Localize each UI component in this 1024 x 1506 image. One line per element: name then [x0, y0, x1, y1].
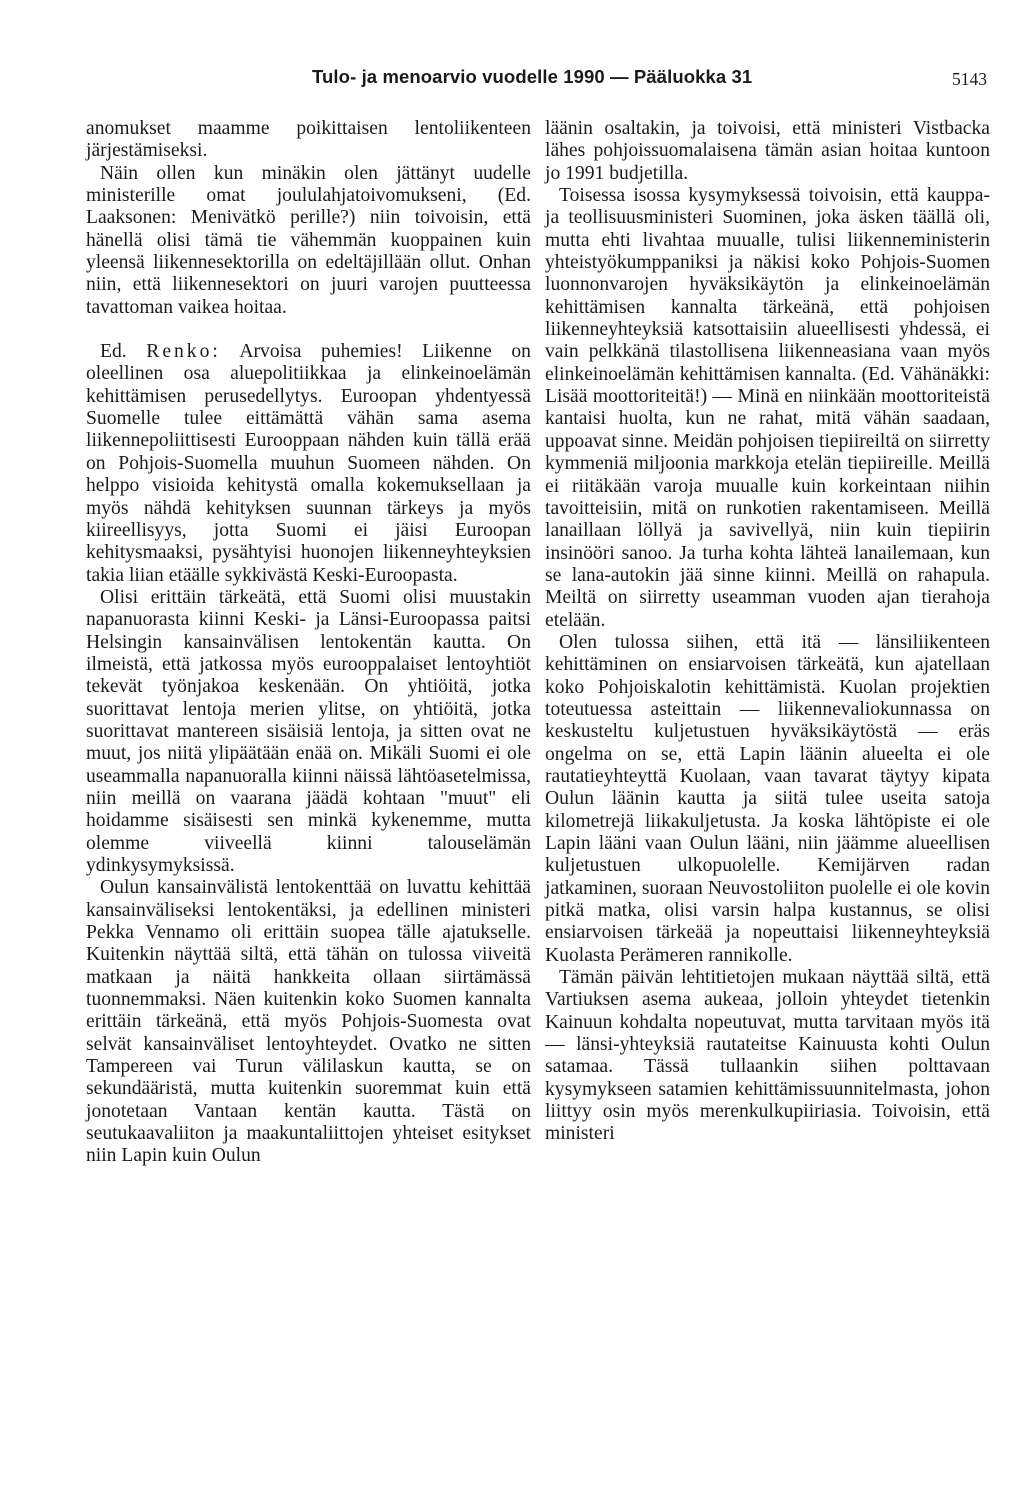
- paragraph: anomukset maamme poikittaisen lentoliikenteen järjestämiseksi.: [86, 118, 531, 162]
- paragraph: Näin ollen kun minäkin olen jättänyt uudelle ministerille omat joululahjatoivomukseni, (Ed. Laaksonen: Menivätkö perille?) niin toivoisin, että hänellä olisi tämä tie vähemmän kuoppainen kuin yleensä liikennesektorilla on edeltäjillään ollut. Onhan niin, että liikennesektori on juuri varojen puutteessa tavattoman vaikea hoitaa.: [86, 162, 531, 318]
- paragraph: Olisi erittäin tärkeätä, että Suomi olisi muustakin napanuorasta kiinni Keski- ja Länsi-Euroopassa paitsi Helsingin kansainvälisen lentokentän kautta. On ilmeistä, että jatkossa myös eurooppalaiset lentoyhtiöt tekevät työnjakoa keskenään. On yhtiöitä, jotka suorittavat lentoja merien ylitse, on yhtiöitä, jotka suorittavat mantereen sisäisiä lentoja, ja sitten ovat ne muut, jos niitä ylipäätään enää on. Mikäli Suomi ei ole useammalla napanuoralla kiinni näissä lähtöasetelmissa, niin meillä on vaarana jäädä kohtaan "muut" eli hoidamme sisäisesti sen minkä kykenemme, mutta olemme viiveellä kiinni talouselämän ydinkysymyksissä.: [86, 586, 531, 876]
- right-column: [545, 118, 990, 1146]
- paragraph: läänin osaltakin, ja toivoisi, että ministeri Vistbacka lähes pohjoissuomalaisena tämän asian hoitaa kuntoon jo 1991 budjetilla.: [545, 118, 990, 184]
- paragraph: Tämän päivän lehtitietojen mukaan näyttää siltä, että Vartiuksen asema aukeaa, jolloin yhteydet tietenkin Kainuun kohdalta nopeutuvat, mutta tarvitaan myös itä — länsi-yhteyksiä rautateitse Kainuusta kohti Oulun satamaa. Tässä tullaankin siihen polttavaan kysymykseen satamien kehittämissuunnitelmasta, johon liittyy osin myös merenkulkupiiriasia. Toivoisin, että ministeri: [545, 967, 990, 1145]
- speech-text: Arvoisa puhemies! Liikenne on oleellinen osa aluepolitiikkaa ja elinkeinoelämän kehittämisen perusedellytys. Euroopan yhdentyessä Suomelle tulee eittämättä vähän sama asema liikennepoliittisesti Eurooppaan nähden kuin tällä erää on Pohjois-Suomella muuhun Suomeen nähden. On helppo visioida kehitystä omalla kokemuksellaan ja myös nähdä kehityksen suunnan tärkeys ja myös kiireellisyys, jotta Suomi ei jäisi Euroopan kehitysmaaksi, pysähtyisi huonojen liikenneyhteyksien takia liian etäälle sykkivästä Keski-Euroopasta.: [86, 341, 531, 586]
- left-column: [86, 118, 531, 1168]
- running-header: [0, 66, 1024, 96]
- paragraph: Toisessa isossa kysymyksessä toivoisin, että kauppa- ja teollisuusministeri Suominen, joka äsken täällä oli, mutta ehti livahtaa muualle, tulisi liikenneministerin yhteistyökumppaniksi ja näkisi koko Pohjois-Suomen luonnonvarojen hyväksikäytön ja elinkeinoelämän kehittämisen kannalta tärkeänä, että pohjoisen liikenneyhteyksiä katsottaisiin alueellisesti yhdessä, ei vain pelkkänä tilastollisena liikenneasiana vaan myös elinkeinoelämän kehittämisen kannalta. (Ed. Vähänäkki: Lisää moottoriteitä!) — Minä en niinkään moottoriteistä kantaisi huolta, kun ne rahat, mitä vähän saadaan, uppoavat sinne. Meidän pohjoisen tiepiireiltä on siirretty kymmeniä miljoonia markkoja etelän tiepiireille. Meillä ei riitäkään varoja muualle kuin korkeintaan niihin tavoitteisiin, mitä on runkotien rakentamiseen. Meillä lanaillaan löllyä ja savivellyä, niin kuin tiepiirin insinööri sanoo. Ja turha kohta lähteä lanailemaan, kun se lana-autokin jää sinne kiinni. Meillä on rahapula. Meiltä on siirretty useamman vuoden ajan tierahoja etelään.: [545, 185, 990, 631]
- paragraph: Oulun kansainvälistä lentokenttää on luvattu kehittää kansainväliseksi lentokentäksi, ja edellinen ministeri Pekka Vennamo oli erittäin suopea tälle ajatukselle. Kuitenkin näyttää siltä, että tähän on tulossa viiveitä matkaan ja näitä hankkeita ollaan siirtämässä tuonnemmaksi. Näen kuitenkin koko Suomen kannalta erittäin tärkeänä, että myös Pohjois-Suomesta ovat selvät kansainväliset lentoyhteydet. Ovatko ne sitten Tampereen vai Turun välilaskun kautta, se on sekundääristä, mutta kuitenkin suoremmat kuin että jonotetaan Vantaan kentän kautta. Tästä on seutukaavaliiton ja maakuntaliittojen yhteiset esitykset niin Lapin kuin Oulun: [86, 877, 531, 1167]
- speaker-name: Renko:: [146, 341, 221, 363]
- speech-paragraph: [86, 341, 531, 587]
- speaker-prefix: Ed.: [100, 341, 127, 363]
- paragraph: Olen tulossa siihen, että itä — länsiliikenteen kehittäminen on ensiarvoisen tärkeätä, kun ajatellaan koko Pohjoiskalotin kehittämistä. Kuolan projektien toteutuessa asteittain — liikennevaliokunnassa on keskusteltu kuljetustuen hyväksikäytöstä — eräs ongelma on se, että Lapin läänin alueelta ei ole rautatieyhteyttä Kuolaan, vaan tavarat täytyy kipata Oulun läänin kautta ja siitä tulee useita satoja kilometrejä liikakuljetusta. Ja koska lähtöpiste ei ole Lapin lääni vaan Oulun lääni, niin jäämme alueellisen kuljetustuen ulkopuolelle. Kemijärven radan jatkaminen, suoraan Neuvostoliiton puolelle ei ole kovin pitkä matka, olisi varsin halpa kustannus, se olisi ensiarvoisen tärkeää ja nopeuttaisi liikenneyhteyksiä Kuolasta Perämeren rannikolle.: [545, 631, 990, 966]
- page-number: 5143: [952, 69, 987, 89]
- header-title: Tulo- ja menoarvio vuodelle 1990 — Pääluokka 31: [312, 66, 753, 87]
